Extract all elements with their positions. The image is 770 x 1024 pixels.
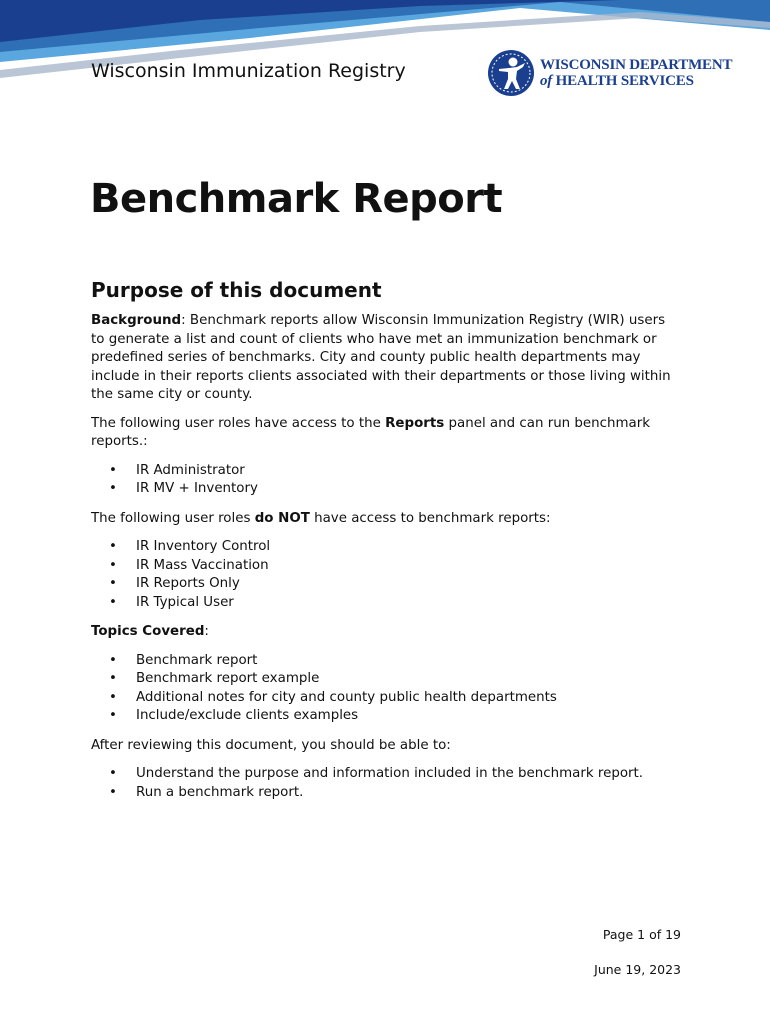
outcomes-intro: After reviewing this document, you should be able to:: [91, 737, 451, 753]
topics-list: [91, 652, 681, 726]
list-item: • IR Administrator: [136, 462, 681, 481]
list-item: • IR Reports Only: [136, 575, 681, 594]
access-roles-list: [91, 462, 681, 499]
noaccess-intro: [91, 510, 681, 529]
do-not-emphasis: do NOT: [254, 510, 310, 526]
background-label: Background: [91, 313, 182, 328]
logo-line-2: [540, 73, 732, 89]
section-heading: Purpose of this document: [91, 278, 382, 302]
background-text: : Benchmark reports allow Wisconsin Immunization Registry (WIR) users to generate a list and count of clients who have met an immunization benchmark or predefined series of benchmarks. City and county public health departments may include in their reports clients associated with their departments or those living within the same city or county.: [91, 313, 671, 402]
reports-panel-name: Reports: [385, 415, 445, 431]
list-item: • Run a benchmark report.: [136, 784, 681, 803]
noaccess-intro-prefix: The following user roles: [91, 510, 255, 526]
list-item: • Understand the purpose and information included in the benchmark report.: [136, 765, 681, 784]
outcomes-list: [91, 765, 681, 802]
person-emblem-icon: [487, 49, 535, 97]
list-item: • IR Mass Vaccination: [136, 557, 681, 576]
list-item: • IR MV + Inventory: [136, 480, 681, 499]
list-item: • Include/exclude clients examples: [136, 707, 681, 726]
background-paragraph: [91, 312, 681, 405]
dhs-logo: [486, 48, 733, 100]
logo-line-1: WISCONSIN DEPARTMENT: [540, 57, 733, 73]
document-date: June 19, 2023: [594, 962, 681, 977]
list-item: • Benchmark report example: [136, 670, 681, 689]
list-item: • IR Typical User: [136, 594, 681, 613]
noaccess-intro-suffix: have access to benchmark reports:: [309, 510, 551, 526]
registry-title: Wisconsin Immunization Registry: [91, 60, 406, 82]
list-item: • IR Inventory Control: [136, 538, 681, 557]
topics-label: Topics Covered: [91, 624, 205, 639]
dhs-logo-wordmark: [540, 57, 732, 89]
list-item: • Benchmark report: [136, 652, 681, 671]
list-item: • Additional notes for city and county public health departments: [136, 689, 681, 708]
access-intro-suffix: panel and can run benchmark reports.:: [91, 415, 651, 449]
logo-line-2-italic: of: [540, 73, 553, 89]
topics-intro: [91, 623, 681, 642]
access-intro: [91, 415, 681, 452]
document-body: [91, 277, 681, 813]
noaccess-roles-list: [91, 538, 681, 612]
page-number: Page 1 of 19: [602, 927, 681, 942]
topics-colon: :: [204, 624, 209, 639]
logo-line-2-rest: HEALTH SERVICES: [552, 73, 694, 89]
access-intro-prefix: The following user roles have access to the: [91, 415, 386, 431]
document-title: Benchmark Report: [90, 176, 503, 222]
